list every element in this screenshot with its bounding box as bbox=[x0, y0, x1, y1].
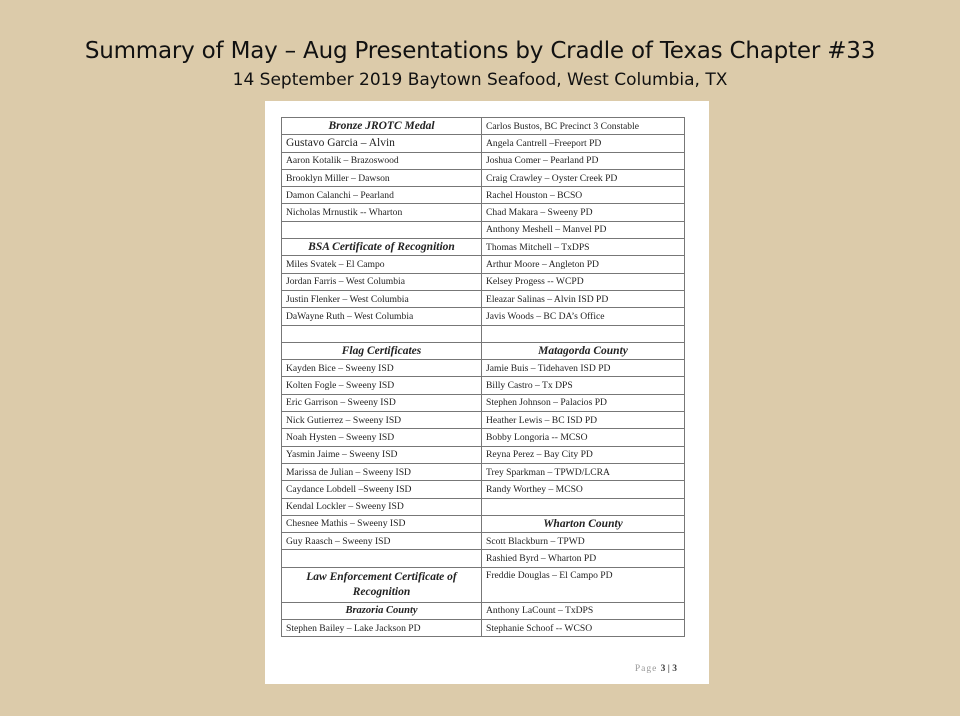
table-row bbox=[282, 446, 685, 463]
table-cell: Gustavo Garcia – Alvin bbox=[282, 135, 482, 152]
table-row bbox=[282, 135, 685, 152]
table-cell: Kelsey Progess -- WCPD bbox=[482, 273, 685, 290]
table-row bbox=[282, 169, 685, 186]
table-cell bbox=[482, 498, 685, 515]
table-cell bbox=[282, 221, 482, 238]
table-row bbox=[282, 221, 685, 238]
table-row bbox=[282, 308, 685, 325]
table-row bbox=[282, 412, 685, 429]
table-cell: Bobby Longoria -- MCSO bbox=[482, 429, 685, 446]
slide-title: Summary of May – Aug Presentations by Cradle of Texas Chapter #33 bbox=[84, 38, 876, 64]
table-cell: Freddie Douglas – El Campo PD bbox=[482, 567, 685, 602]
table-row bbox=[282, 118, 685, 135]
table-cell: Guy Raasch – Sweeny ISD bbox=[282, 533, 482, 550]
table-cell bbox=[282, 325, 482, 342]
table-cell: Reyna Perez – Bay City PD bbox=[482, 446, 685, 463]
table-cell: Stephen Bailey – Lake Jackson PD bbox=[282, 620, 482, 637]
document-page bbox=[265, 101, 709, 684]
table-cell: Chesnee Mathis – Sweeny ISD bbox=[282, 515, 482, 532]
section-header-bronze-jrotc-medal: Bronze JROTC Medal bbox=[282, 118, 482, 135]
table-row bbox=[282, 239, 685, 256]
table-cell: Anthony LaCount – TxDPS bbox=[482, 602, 685, 619]
slide-subtitle: 14 September 2019 Baytown Seafood, West Columbia, TX bbox=[232, 70, 728, 90]
table-cell: Caydance Lobdell –Sweeny ISD bbox=[282, 481, 482, 498]
table-cell: Angela Cantrell –Freeport PD bbox=[482, 135, 685, 152]
table-row bbox=[282, 463, 685, 480]
table-cell: Kendal Lockler – Sweeny ISD bbox=[282, 498, 482, 515]
table-cell: Kolten Fogle – Sweeny ISD bbox=[282, 377, 482, 394]
table-row bbox=[282, 204, 685, 221]
table-cell: Kayden Bice – Sweeny ISD bbox=[282, 360, 482, 377]
table-cell: Brooklyn Miller – Dawson bbox=[282, 169, 482, 186]
section-header-law-enforcement-certificate: Law Enforcement Certificate of Recognition bbox=[282, 567, 482, 602]
roster-table bbox=[281, 117, 685, 637]
table-cell: Nicholas Mrnustik -- Wharton bbox=[282, 204, 482, 221]
table-row bbox=[282, 256, 685, 273]
table-row bbox=[282, 429, 685, 446]
table-cell: Arthur Moore – Angleton PD bbox=[482, 256, 685, 273]
table-row bbox=[282, 567, 685, 602]
page-number: 3 | 3 bbox=[660, 664, 677, 674]
table-cell: Eric Garrison – Sweeny ISD bbox=[282, 394, 482, 411]
table-cell: Yasmin Jaime – Sweeny ISD bbox=[282, 446, 482, 463]
table-row bbox=[282, 360, 685, 377]
table-cell: Justin Flenker – West Columbia bbox=[282, 290, 482, 307]
table-cell: Billy Castro – Tx DPS bbox=[482, 377, 685, 394]
table-row bbox=[282, 602, 685, 619]
table-row bbox=[282, 273, 685, 290]
table-row bbox=[282, 377, 685, 394]
table-cell bbox=[282, 550, 482, 567]
table-cell: Jamie Buis – Tidehaven ISD PD bbox=[482, 360, 685, 377]
section-header-flag-certificates: Flag Certificates bbox=[282, 342, 482, 359]
table-row bbox=[282, 394, 685, 411]
table-cell: Rachel Houston – BCSO bbox=[482, 187, 685, 204]
table-row bbox=[282, 481, 685, 498]
table-cell: Aaron Kotalik – Brazoswood bbox=[282, 152, 482, 169]
table-cell: Anthony Meshell – Manvel PD bbox=[482, 221, 685, 238]
page-footer bbox=[635, 664, 677, 674]
table-cell: Scott Blackburn – TPWD bbox=[482, 533, 685, 550]
table-row bbox=[282, 550, 685, 567]
table-cell: Noah Hysten – Sweeny ISD bbox=[282, 429, 482, 446]
table-cell: Miles Svatek – El Campo bbox=[282, 256, 482, 273]
table-cell: Trey Sparkman – TPWD/LCRA bbox=[482, 463, 685, 480]
table-cell: Jordan Farris – West Columbia bbox=[282, 273, 482, 290]
table-cell: Nick Gutierrez – Sweeny ISD bbox=[282, 412, 482, 429]
section-header-bsa-certificate: BSA Certificate of Recognition bbox=[282, 239, 482, 256]
table-row bbox=[282, 498, 685, 515]
page-label: Page bbox=[634, 664, 658, 674]
table-cell: Joshua Comer – Pearland PD bbox=[482, 152, 685, 169]
table-cell: Heather Lewis – BC ISD PD bbox=[482, 412, 685, 429]
table-row bbox=[282, 290, 685, 307]
table-cell: Eleazar Salinas – Alvin ISD PD bbox=[482, 290, 685, 307]
table-cell: Carlos Bustos, BC Precinct 3 Constable bbox=[482, 118, 685, 135]
table-row bbox=[282, 152, 685, 169]
table-row bbox=[282, 533, 685, 550]
table-cell: Stephen Johnson – Palacios PD bbox=[482, 394, 685, 411]
table-row bbox=[282, 342, 685, 359]
table-row bbox=[282, 620, 685, 637]
table-row bbox=[282, 187, 685, 204]
table-row bbox=[282, 515, 685, 532]
table-row bbox=[282, 325, 685, 342]
table-cell bbox=[482, 325, 685, 342]
table-cell: Javis Woods – BC DA’s Office bbox=[482, 308, 685, 325]
table-cell: DaWayne Ruth – West Columbia bbox=[282, 308, 482, 325]
section-header-matagorda-county: Matagorda County bbox=[482, 342, 685, 359]
section-header-wharton-county: Wharton County bbox=[482, 515, 685, 532]
table-cell: Thomas Mitchell – TxDPS bbox=[482, 239, 685, 256]
table-cell: Marissa de Julian – Sweeny ISD bbox=[282, 463, 482, 480]
table-cell: Randy Worthey – MCSO bbox=[482, 481, 685, 498]
table-cell: Rashied Byrd – Wharton PD bbox=[482, 550, 685, 567]
table-cell: Stephanie Schoof -- WCSO bbox=[482, 620, 685, 637]
table-cell: Chad Makara – Sweeny PD bbox=[482, 204, 685, 221]
section-subheader-brazoria-county: Brazoria County bbox=[282, 602, 482, 619]
table-cell: Damon Calanchi – Pearland bbox=[282, 187, 482, 204]
table-cell: Craig Crawley – Oyster Creek PD bbox=[482, 169, 685, 186]
